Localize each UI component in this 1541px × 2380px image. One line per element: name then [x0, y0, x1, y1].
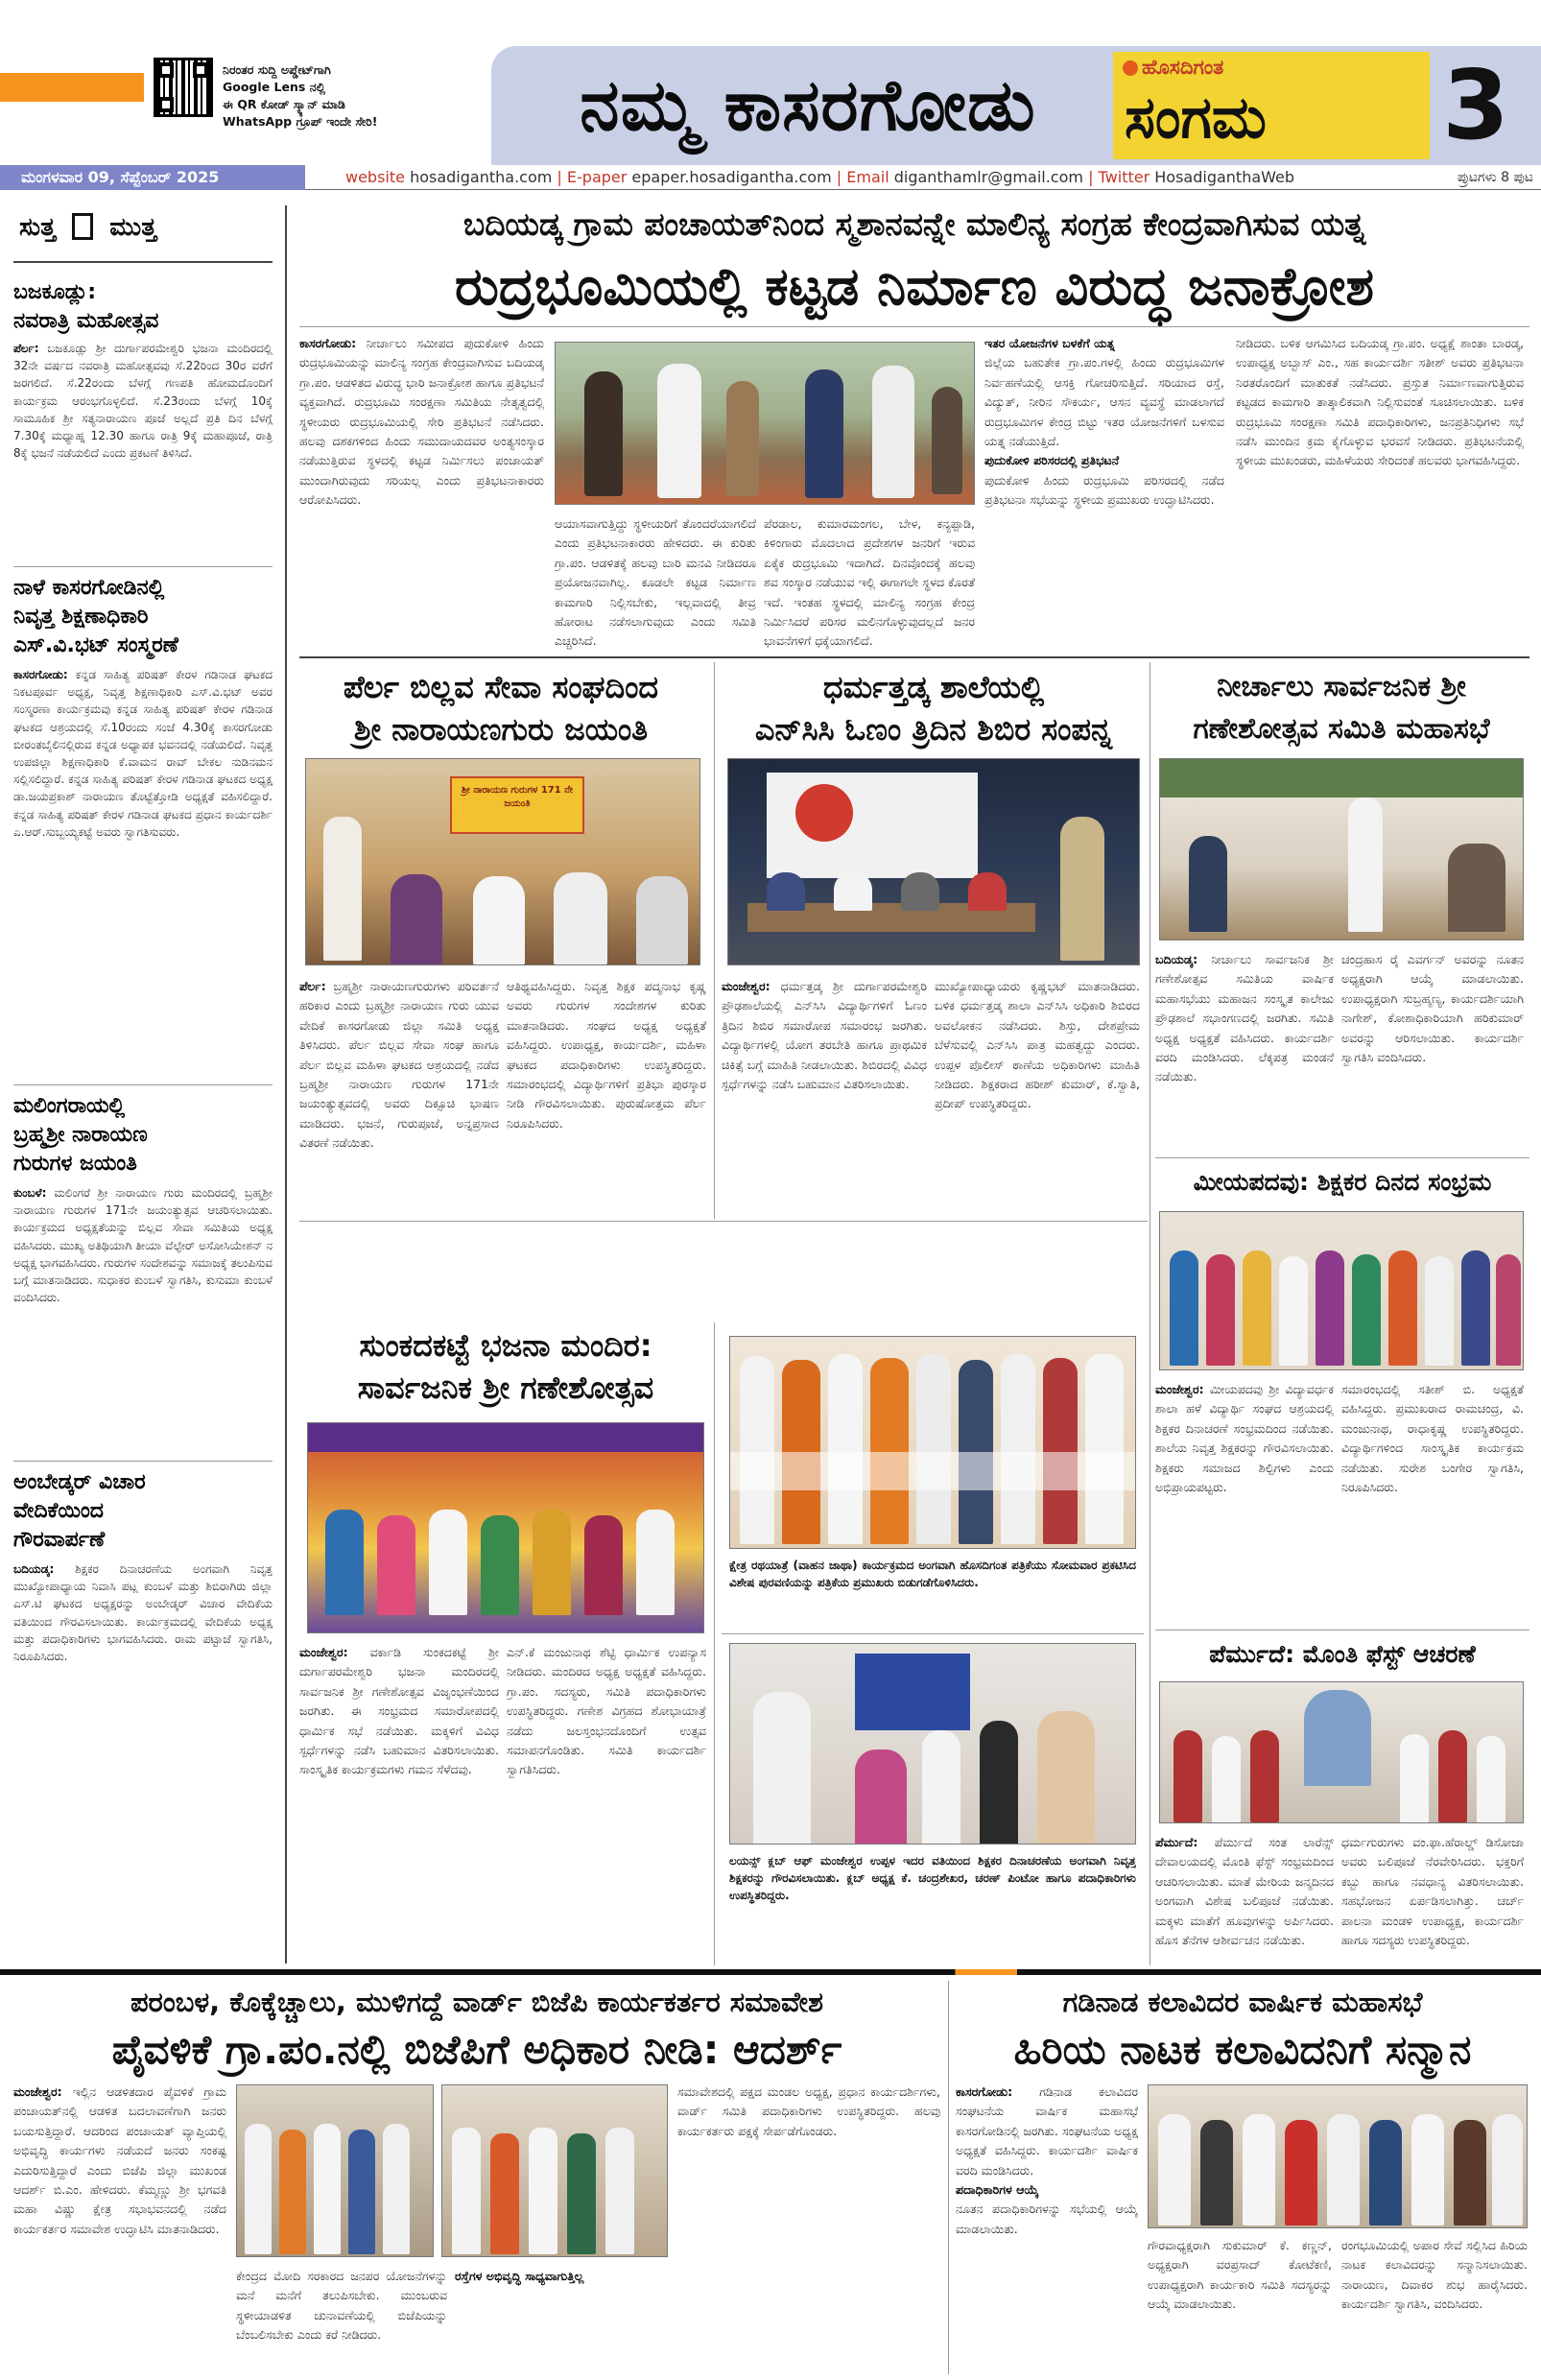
gadinada-col-1: ಕಾಸರಗೋಡು: ಗಡಿನಾಡ ಕಲಾವಿದರ ಸಂಘಟನೆಯ ವಾರ್ಷಿಕ ಮಹಾಸಭೆ ಕಾಸರಗೋಡಿನಲ್ಲಿ ಜರಗಿತು. ಸಂಘಟನೆಯ ಅಧ್ಯಕ್ಷ ಅಧ್ಯಕ್ಷತೆ ವಹಿಸಿದ್ದರು. ಕಾರ್ಯದರ್ಶಿ ವಾರ್ಷಿಕ ವರದಿ ಮಂಡಿಸಿದರು. ಪದಾಧಿಕಾರಿಗಳ ಆಯ್ಕೆ ನೂತನ ಪದಾಧಿಕಾರಿಗಳನ್ನು ಸಭೆಯಲ್ಲಿ ಆಯ್ಕೆ ಮಾಡಲಾಯಿತು.: [956, 2084, 1138, 2236]
bjp-col-2b: [455, 2267, 668, 2370]
bjp-photo-2: [441, 2084, 668, 2257]
lions-photo: [729, 1643, 1136, 1844]
epaper-link[interactable]: epaper.hosadigantha.com: [631, 168, 832, 186]
sun-icon: [1123, 60, 1138, 76]
lead-col-1: ಕಾಸರಗೋಡು: ನೀರ್ಚಾಲು ಸಮೀಪದ ಪುದುಕೋಳಿ ಹಿಂದು ರುದ್ರಭೂಮಿಯನ್ನು ಮಾಲಿನ್ಯ ಸಂಗ್ರಹ ಕೇಂದ್ರವಾಗಿಸುವ ಬದಿಯಡ್ಕ ಗ್ರಾ.ಪಂ. ಆಡಳಿತದ ವಿರುದ್ಧ ಭಾರಿ ಜನಾಕ್ರೋಶ ಹಾಗೂ ಪ್ರತಿಭಟನೆ ವ್ಯಕ್ತವಾಗಿದೆ. ರುದ್ರಭೂಮಿ ಸಂರಕ್ಷಣಾ ಸಮಿತಿಯ ನೇತೃತ್ವದಲ್ಲಿ ಸ್ಥಳೀಯರು ರುದ್ರಭೂಮಿಯಲ್ಲಿ ಸೇರಿ ಪ್ರತಿಭಟನೆ ನಡೆಸಿದರು. ಹಲವು ದಶಕಗಳಿಂದ ಹಿಂದು ಸಮುದಾಯದವರ ಅಂತ್ಯಸಂಸ್ಕಾರ ನಡೆಯುತ್ತಿರುವ ಸ್ಥಳದಲ್ಲಿ ಕಟ್ಟಡ ನಿರ್ಮಿಸಲು ಪಂಚಾಯತ್ ಮುಂದಾಗಿರುವುದು ಸರಿಯಲ್ಲ ಎಂದು ಪ್ರತಿಭಟನಾಕಾರರು ಆರೋಪಿಸಿದರು.: [299, 336, 544, 508]
email-link[interactable]: diganthamlr@gmail.com: [893, 168, 1083, 186]
book-icon: [72, 213, 93, 240]
page-number: 3: [1442, 49, 1509, 161]
sidebar-divider: [285, 205, 287, 1964]
website-link[interactable]: hosadigantha.com: [410, 168, 553, 186]
info-bar: [0, 165, 1541, 190]
perla-col-1: ಪೆರ್ಲ: ಬ್ರಹ್ಮಶ್ರೀ ನಾರಾಯಣಗುರುಗಳು ಪರಿವರ್ತನೆ ಹರಿಕಾರ ಎಂದು ಬ್ರಹ್ಮಶ್ರೀ ನಾರಾಯಣ ಗುರು ಯುವ ವೇದಿಕೆ ಕಾಸರಗೋಡು ಜಿಲ್ಲಾ ಸಮಿತಿ ಅಧ್ಯಕ್ಷ ತಿಳಿಸಿದರು. ಪೆರ್ಲ ಬಿಲ್ಲವ ಸೇವಾ ಸಂಘ ಹಾಗೂ ಪೆರ್ಲ ಬಿಲ್ಲವ ಮಹಿಳಾ ಘಟಕದ ಆಶ್ರಯದಲ್ಲಿ ನಡೆದ ಬ್ರಹ್ಮಶ್ರೀ ನಾರಾಯಣ ಗುರುಗಳ 171ನೇ ಜಯಂತ್ಯುತ್ಸವದಲ್ಲಿ ಅವರು ದಿಕ್ಸೂಚಿ ಭಾಷಣ ಮಾಡಿದರು. ಭಜನೆ, ಗುರುಪೂಜೆ, ಅನ್ನಪ್ರಸಾದ ವಿತರಣೆ ನಡೆಯಿತು.: [299, 979, 499, 1151]
ncc-col-1: ಮಂಜೇಶ್ವರ: ಧರ್ಮತ್ತಡ್ಕ ಶ್ರೀ ದುರ್ಗಾಪರಮೇಶ್ವರಿ ಪ್ರೌಢಶಾಲೆಯಲ್ಲಿ ಎನ್‌ಸಿಸಿ ವಿದ್ಯಾರ್ಥಿಗಳಿಗೆ ಓಣಂ ತ್ರಿದಿನ ಶಿಬಿರ ಸಮಾರೋಪ ಸಮಾರಂಭ ಜರಗಿತು. ವಿದ್ಯಾರ್ಥಿಗಳಲ್ಲಿ ಯೋಗ ತರಬೇತಿ ಹಾಗೂ ಪ್ರಾಥಮಿಕ ಚಿಕಿತ್ಸೆ ಬಗ್ಗೆ ಮಾಹಿತಿ ನೀಡಲಾಯಿತು. ಶಿಬಿರದಲ್ಲಿ ವಿವಿಧ ಸ್ಪರ್ಧೆಗಳನ್ನು ನಡೆಸಿ ಬಹುಮಾನ ವಿತರಿಸಲಾಯಿತು.: [722, 979, 927, 1092]
monthi-photo: [1159, 1681, 1524, 1823]
bjp-col-3: ಸಮಾವೇಶದಲ್ಲಿ ಪಕ್ಷದ ಮಂಡಲ ಅಧ್ಯಕ್ಷ, ಪ್ರಧಾನ ಕಾರ್ಯದರ್ಶಿಗಳು, ವಾರ್ಡ್ ಸಮಿತಿ ಪದಾಧಿಕಾರಿಗಳು ಉಪಸ್ಥಿತರಿದ್ದರು. ಹಲವು ಕಾರ್ಯಕರ್ತರು ಪಕ್ಷಕ್ಕೆ ಸೇರ್ಪಡೆಗೊಂಡರು.: [677, 2084, 940, 2138]
teachers-headline: ಮೀಯಪದವು: ಶಿಕ್ಷಕರ ದಿನದ ಸಂಭ್ರಮ: [1193, 1168, 1492, 1196]
gadinada-col-3: ರಂಗಭೂಮಿಯಲ್ಲಿ ಅಪಾರ ಸೇವೆ ಸಲ್ಲಿಸಿದ ಹಿರಿಯ ನಾಟಕ ಕಲಾವಿದರನ್ನು ಸನ್ಮಾನಿಸಲಾಯಿತು. ನಾರಾಯಣ, ದಿವಾಕರ ಶುಭ ಹಾರೈಸಿದರು. ಕಾರ್ಯದರ್ಶಿ ಸ್ವಾಗತಿಸಿ, ವಂದಿಸಿದರು.: [1341, 2238, 1528, 2312]
teachers-col-1: ಮಂಜೇಶ್ವರ: ಮೀಯಪದವು ಶ್ರೀ ವಿದ್ಯಾವರ್ಧಕ ಶಾಲಾ ಹಳೆ ವಿದ್ಯಾರ್ಥಿ ಸಂಘದ ಆಶ್ರಯದಲ್ಲಿ ಶಿಕ್ಷಕರ ದಿನಾಚರಣೆ ಸಂಭ್ರಮದಿಂದ ನಡೆಯಿತು. ಶಾಲೆಯ ನಿವೃತ್ತ ಶಿಕ್ಷಕರನ್ನು ಗೌರವಿಸಲಾಯಿತು. ಶಿಕ್ಷಕರು ಸಮಾಜದ ಶಿಲ್ಪಿಗಳು ಎಂದು ಅಭಿಪ್ರಾಯಪಟ್ಟರು.: [1155, 1382, 1334, 1495]
sidebar-item-title: ಮಲಿಂಗರಾಯಲ್ಲಿ ಬ್ರಹ್ಮಶ್ರೀ ನಾರಾಯಣ ಗುರುಗಳ ಜಯಂತಿ: [13, 1094, 148, 1176]
gadinada-kicker: ಗಡಿನಾಡ ಕಲಾವಿದರ ವಾರ್ಷಿಕ ಮಹಾಸಭೆ: [1062, 1986, 1423, 2018]
page-count: ಪ್ರುಟಗಳು 8 ಪುಟ: [1457, 170, 1533, 185]
ganesha-col-2: ಚಂದ್ರಹಾಸ ರೈ ಎವರ್ಗನ್ ಅವರನ್ನು ನೂತನ ಅಧ್ಯಕ್ಷರಾಗಿ ಆಯ್ಕೆ ಮಾಡಲಾಯಿತು. ಉಪಾಧ್ಯಕ್ಷರಾಗಿ ಸುಬ್ರಹ್ಮಣ್ಯ, ಕಾರ್ಯದರ್ಶಿಯಾಗಿ ನಾಗೇಶ್, ಕೋಶಾಧಿಕಾರಿಯಾಗಿ ಹರಿಕುಮಾರ್ ಅವರನ್ನು ಆರಿಸಲಾಯಿತು. ಕಾರ್ಯದರ್ಶಿ ಸ್ವಾಗತಿಸಿ ವಂದಿಸಿದರು.: [1341, 952, 1524, 1065]
sidebar-item-body: ಕಾಸರಗೋಡು: ಕನ್ನಡ ಸಾಹಿತ್ಯ ಪರಿಷತ್ ಕೇರಳ ಗಡಿನಾಡ ಘಟಕದ ನಿಕಟಪೂರ್ವ ಅಧ್ಯಕ್ಷ, ನಿವೃತ್ತ ಶಿಕ್ಷಣಾಧಿಕಾರಿ ಎಸ್.ವಿ.ಭಟ್ ಅವರ ಸಂಸ್ಮರಣಾ ಕಾರ್ಯಕ್ರಮವು ಕನ್ನಡ ಸಾಹಿತ್ಯ ಪರಿಷತ್ ಕೇರಳ ಗಡಿನಾಡ ಘಟಕದ ಆಶ್ರಯದಲ್ಲಿ ಸೆ.10ರಂದು ಸಂಜೆ 4.30ಕ್ಕೆ ಕಾಸರಗೋಡು ಬೀರಂತಬೈಲಿನಲ್ಲಿರುವ ಕನ್ನಡ ಅಧ್ಯಾಪಕ ಭವನದಲ್ಲಿ ನಡೆಯಲಿದೆ. ನಿವೃತ್ತ ಉಪಜಿಲ್ಲಾ ಶಿಕ್ಷಣಾಧಿಕಾರಿ ಕೆ.ವಾಮನ ರಾವ್ ಬೇಕಲ ನುಡಿನಮನ ಸಲ್ಲಿಸಲಿದ್ದಾರೆ. ಕನ್ನಡ ಸಾಹಿತ್ಯ ಪರಿಷತ್ ಕೇರಳ ಗಡಿನಾಡ ಘಟಕದ ಅಧ್ಯಕ್ಷ ಡಾ.ಜಯಪ್ರಕಾಶ್ ನಾರಾಯಣ ತೊಟ್ಟೆತ್ತೋಡಿ ಅಧ್ಯಕ್ಷತೆ ವಹಿಸಲಿದ್ದಾರೆ. ಕನ್ನಡ ಸಾಹಿತ್ಯ ಪರಿಷತ್ ಕೇರಳ ಗಡಿನಾಡ ಘಟಕದ ಪ್ರಧಾನ ಕಾರ್ಯದರ್ಶಿ ಎ.ಆರ್.ಸುಬ್ಬಯ್ಯಕಟ್ಟೆ ಅವರು ಸ್ವಾಗತಿಸುವರು.: [13, 668, 273, 839]
ganesha-col-1: ಬದಿಯಡ್ಕ: ನೀರ್ಚಾಲು ಸಾರ್ವಜನಿಕ ಶ್ರೀ ಗಣೇಶೋತ್ಸವ ಸಮಿತಿಯ ವಾರ್ಷಿಕ ಮಹಾಸಭೆಯು ಮಹಾಜನ ಸಂಸ್ಕೃತ ಕಾಲೇಜು ಪ್ರೌಢಶಾಲೆ ಸಭಾಂಗಣದಲ್ಲಿ ಜರಗಿತು. ಸಮಿತಿ ಅಧ್ಯಕ್ಷ ಅಧ್ಯಕ್ಷತೆ ವಹಿಸಿದರು. ಕಾರ್ಯದರ್ಶಿ ವರದಿ ಮಂಡಿಸಿದರು. ಲೆಕ್ಕಪತ್ರ ಮಂಡನೆ ನಡೆಯಿತು.: [1155, 952, 1334, 1084]
bjp-col-1: ಮಂಜೇಶ್ವರ: ಇಲ್ಲಿನ ಆಡಳಿತದಾರ ಪೈವಳಿಕೆ ಗ್ರಾಮ ಪಂಚಾಯತ್‌ನಲ್ಲಿ ಆಡಳಿತ ಬದಲಾವಣೆಗಾಗಿ ಜನರು ಬಯಸುತ್ತಿದ್ದಾರೆ. ಆದರಿಂದ ಪಂಚಾಯತ್ ವ್ಯಾಪ್ತಿಯಲ್ಲಿ ಅಭಿವೃದ್ಧಿ ಕಾರ್ಯಗಳು ನಡೆಯದೆ ಜನರು ಸಂಕಷ್ಟ ಎದುರಿಸುತ್ತಿದ್ದಾರೆ ಎಂದು ಬಿಜೆಪಿ ಜಿಲ್ಲಾ ಮುಖಂಡ ಆದರ್ಶ್ ಬಿ.ಎಂ. ಹೇಳಿದರು. ಕೆಮ್ಮಣ್ಣು ಶ್ರೀ ಭಗವತಿ ಮಹಾ ವಿಷ್ಣು ಕ್ಷೇತ್ರ ಸಭಾಭವನದಲ್ಲಿ ನಡೆದ ಕಾರ್ಯಕರ್ತರ ಸಮಾವೇಶ ಉದ್ಘಾಟಿಸಿ ಮಾತನಾಡಿದರು.: [13, 2084, 226, 2236]
sidebar-item-title: ನಾಳೆ ಕಾಸರಗೋಡಿನಲ್ಲಿ ನಿವೃತ್ತ ಶಿಕ್ಷಣಾಧಿಕಾರಿ ಎಸ್.ವಿ.ಭಟ್ ಸಂಸ್ಮರಣೆ: [13, 576, 178, 657]
brand-name: ಹೊಸದಿಗಂತ: [1123, 56, 1223, 80]
section-divider: [0, 1969, 1541, 1975]
bhajana-headline: ಸುಂಕದಕಟ್ಟೆ ಭಜನಾ ಮಂದಿರ: ಸಾರ್ವಜನಿಕ ಶ್ರೀ ಗಣೇಶೋತ್ಸವ: [357, 1327, 654, 1406]
qr-code-icon[interactable]: [154, 58, 213, 117]
perla-headline: ಪೆರ್ಲ ಬಿಲ್ಲವ ಸೇವಾ ಸಂಘದಿಂದ ಶ್ರೀ ನಾರಾಯಣಗುರು ಜಯಂತಿ: [343, 669, 659, 748]
sidebar-item-title: ಅಂಬೇಡ್ಕರ್ ವಿಚಾರ ವೇದಿಕೆಯಿಂದ ಗೌರವಾರ್ಪಣೆ: [13, 1470, 146, 1552]
sidebar-logo: ಸುತ್ತ ಮುತ್ತ: [19, 213, 157, 242]
monthi-col-2: ಧರ್ಮಗುರುಗಳು ವಂ.ಫಾ.ಹೆರಾಲ್ಡ್ ಡಿಸೋಜಾ ಅವರು ಬಲಿಪೂಜೆ ನೆರವೇರಿಸಿದರು. ಭಕ್ತರಿಗೆ ಕಬ್ಬು ಹಾಗೂ ನವಧಾನ್ಯ ವಿತರಿಸಲಾಯಿತು. ಸಹಭೋಜನ ಏರ್ಪಡಿಸಲಾಗಿತ್ತು. ಚರ್ಚ್ ಪಾಲನಾ ಮಂಡಳಿ ಉಪಾಧ್ಯಕ್ಷ, ಕಾರ್ಯದರ್ಶಿ ಹಾಗೂ ಸದಸ್ಯರು ಉಪಸ್ಥಿತರಿದ್ದರು.: [1341, 1835, 1524, 1948]
gadinada-headline: ಹಿರಿಯ ನಾಟಕ ಕಲಾವಿದನಿಗೆ ಸನ್ಮಾನ: [1013, 2026, 1472, 2073]
ncc-col-2: ಮುಖ್ಯೋಪಾಧ್ಯಾಯರು ಕೃಷ್ಣಭಟ್ ಮಾತನಾಡಿದರು. ಬಳಿಕ ಧರ್ಮತ್ತಡ್ಕ ಶಾಲಾ ಎನ್‌ಸಿಸಿ ಅಧಿಕಾರಿ ಶಿಬಿರದ ಅವಲೋಕನ ನಡೆಸಿದರು. ಶಿಸ್ತು, ದೇಶಪ್ರೇಮ ಬೆಳೆಸುವಲ್ಲಿ ಎನ್‌ಸಿಸಿ ಪಾತ್ರ ಮಹತ್ವದ್ದು ಎಂದರು. ಉಪ್ಪಳ ಪೊಲೀಸ್ ಠಾಣೆಯ ಅಧಿಕಾರಿಗಳು ಮಾಹಿತಿ ನೀಡಿದರು. ಶಿಕ್ಷಕರಾದ ಹರೀಶ್ ಕುಮಾರ್, ಕೆ.ಸ್ವಾತಿ, ಪ್ರದೀಪ್ ಉಪಸ್ಥಿತರಿದ್ದರು.: [935, 979, 1140, 1111]
section-name: ಸಂಗಮ: [1125, 84, 1267, 152]
ncc-photo: [727, 758, 1140, 965]
perla-banner: ಶ್ರೀ ನಾರಾಯಣ ಗುರುಗಳ 171 ನೇ ಜಯಂತಿ: [450, 776, 584, 834]
masthead: [0, 0, 1541, 165]
perla-photo: [305, 758, 700, 965]
lead-kicker: ಬದಿಯಡ್ಕ ಗ್ರಾಮ ಪಂಚಾಯತ್‌ನಿಂದ ಸ್ಮಶಾನವನ್ನೇ ಮಾಲಿನ್ಯ ಸಂಗ್ರಹ ಕೇಂದ್ರವಾಗಿಸುವ ಯತ್ನ: [462, 205, 1366, 243]
bjp-subhead: ರಸ್ತೆಗಳ ಅಭಿವೃದ್ಧಿ ಸಾಧ್ಯವಾಗುತ್ತಿಲ್ಲ: [455, 2269, 584, 2283]
ncc-headline: ಧರ್ಮತ್ತಡ್ಕ ಶಾಲೆಯಲ್ಲಿ ಎನ್‌ಸಿಸಿ ಓಣಂ ತ್ರಿದಿನ ಶಿಬಿರ ಸಂಪನ್ನ: [754, 669, 1113, 748]
lead-subhead: ಪುದುಕೋಳಿ ಪರಿಸರದಲ್ಲಿ ಪ್ರತಿಭಟನೆ: [984, 453, 1120, 468]
contact-strip: website hosadigantha.com | E-paper epaper.hosadigantha.com | Email diganthamlr@gmail.com | Twitter HosadiganthaWeb: [345, 168, 1295, 186]
bhajana-col-2: ಎನ್.ಕೆ ಮಂಜುನಾಥ ಶೆಟ್ಟಿ ಧಾರ್ಮಿಕ ಉಪನ್ಯಾಸ ನೀಡಿದರು. ಮಂದಿರದ ಅಧ್ಯಕ್ಷ ಅಧ್ಯಕ್ಷತೆ ವಹಿಸಿದ್ದರು. ಗ್ರಾ.ಪಂ. ಸದಸ್ಯರು, ಸಮಿತಿ ಪದಾಧಿಕಾರಿಗಳು ಉಪಸ್ಥಿತರಿದ್ದರು. ಗಣೇಶ ವಿಗ್ರಹದ ಶೋಭಾಯಾತ್ರೆ ನಡೆದು ಜಲಸ್ತಂಭನದೊಂದಿಗೆ ಉತ್ಸವ ಸಮಾಪನಗೊಂಡಿತು. ಸಮಿತಿ ಕಾರ್ಯದರ್ಶಿ ಸ್ವಾಗತಿಸಿದರು.: [507, 1645, 706, 1777]
monthi-headline: ಪೆರ್ಮುದೆ: ಮೊಂತಿ ಫೆಸ್ಟ್ ಆಚರಣೆ: [1209, 1640, 1476, 1668]
page-title: ನಮ್ಮ ಕಾಸರಗೋಡು: [580, 64, 1036, 147]
calendar-photo: [729, 1336, 1136, 1549]
lead-subhead: ಇತರ ಯೋಜನೆಗಳ ಬಳಕೆಗೆ ಯತ್ನ: [984, 336, 1115, 350]
teachers-photo: [1159, 1211, 1524, 1370]
sidebar-item-title: ಬಜಕೂಡ್ಲು: ನವರಾತ್ರಿ ಮಹೋತ್ಸವ: [13, 280, 159, 333]
bjp-photo-1: [236, 2084, 434, 2257]
lead-col-5: ನೀಡಿದರು. ಬಳಿಕ ಆಗಮಿಸಿದ ಬದಿಯಡ್ಕ ಗ್ರಾ.ಪಂ. ಅಧ್ಯಕ್ಷೆ ಶಾಂತಾ ಬಾರಡ್ಕ, ಉಪಾಧ್ಯಕ್ಷ ಅಬ್ಬಾಸ್ ಎಂ., ಸಹ ಕಾರ್ಯದರ್ಶಿ ಸತೀಶ್ ಅವರು ಪ್ರತಿಭಟನಾ ನಿರತರೊಂದಿಗೆ ಮಾತುಕತೆ ನಡೆಸಿದರು. ಪ್ರಸ್ತುತ ನಿರ್ಮಾಣವಾಗುತ್ತಿರುವ ಕಟ್ಟಡದ ಕಾಮಗಾರಿ ತಾತ್ಕಾಲಿಕವಾಗಿ ನಿಲ್ಲಿಸುವಂತೆ ಸೂಚಿಸಲಾಯಿತು. ಬಳಿಕ ರುದ್ರಭೂಮಿ ಸಂರಕ್ಷಣಾ ಸಮಿತಿ ಪದಾಧಿಕಾರಿಗಳು, ಜನಪ್ರತಿನಿಧಿಗಳು ಸಭೆ ನಡೆಸಿ ಮುಂದಿನ ಕ್ರಮ ಕೈಗೊಳ್ಳುವ ಭರವಸೆ ನೀಡಿದರು. ಪ್ರತಿಭಟನೆಯಲ್ಲಿ ಸ್ಥಳೀಯ ಮುಖಂಡರು, ಮಹಿಳೆಯರು ಸೇರಿದಂತೆ ಹಲವರು ಭಾಗವಹಿಸಿದ್ದರು.: [1236, 336, 1524, 468]
date-label: ಮಂಗಳವಾರ 09, ಸೆಪ್ಟೆಂಬರ್ 2025: [0, 165, 305, 190]
monthi-col-1: ಪೆರ್ಮುದೆ: ಪೆರ್ಮುದೆ ಸಂತ ಲಾರೆನ್ಸ್ ದೇವಾಲಯದಲ್ಲಿ ಮೊಂತಿ ಫೆಸ್ಟ್ ಸಂಭ್ರಮದಿಂದ ಆಚರಿಸಲಾಯಿತು. ಮಾತೆ ಮೇರಿಯ ಜನ್ಮದಿನದ ಅಂಗವಾಗಿ ವಿಶೇಷ ಬಲಿಪೂಜೆ ನಡೆಯಿತು. ಮಕ್ಕಳು ಮಾತೆಗೆ ಹೂವುಗಳನ್ನು ಅರ್ಪಿಸಿದರು. ಹೊಸ ತೆನೆಗಳ ಆಶೀರ್ವಚನ ನಡೆಯಿತು.: [1155, 1835, 1334, 1948]
accent-bar: [0, 73, 144, 102]
teachers-col-2: ಸಮಾರಂಭದಲ್ಲಿ ಸತೀಶ್ ಬಿ. ಅಧ್ಯಕ್ಷತೆ ವಹಿಸಿದ್ದರು. ಪ್ರಮುಖರಾದ ರಾಮಚಂದ್ರ, ವಿ. ಮಂಜುನಾಥ, ರಾಧಾಕೃಷ್ಣ ಉಪಸ್ಥಿತರಿದ್ದರು. ವಿದ್ಯಾರ್ಥಿಗಳಿಂದ ಸಾಂಸ್ಕೃತಿಕ ಕಾರ್ಯಕ್ರಮ ನಡೆಯಿತು. ಸುರೇಶ ಬಂಗೇರ ಸ್ವಾಗತಿಸಿ, ನಿರೂಪಿಸಿದರು.: [1341, 1382, 1524, 1495]
ganesha-photo: [1159, 758, 1524, 940]
lead-col-4: ಇತರ ಯೋಜನೆಗಳ ಬಳಕೆಗೆ ಯತ್ನ ಜಿಲ್ಲೆಯ ಬಹುತೇಕ ಗ್ರಾ.ಪಂ.ಗಳಲ್ಲಿ ಹಿಂದು ರುದ್ರಭೂಮಿಗಳ ನಿರ್ವಹಣೆಯಲ್ಲಿ ಆಸಕ್ತಿ ಗೋಚರಿಸುತ್ತಿದೆ. ಸರಿಯಾದ ರಸ್ತೆ, ವಿದ್ಯುತ್, ನೀರಿನ ಸೌಕರ್ಯ, ಆಸನ ವ್ಯವಸ್ಥೆ ಮಾಡಲಾಗದೆ ರುದ್ರಭೂಮಿಗಳ ಕೇಂದ್ರ ಬಿಟ್ಟು ಇತರ ಯೋಜನೆಗಳಿಗೆ ಬಳಸುವ ಯತ್ನ ನಡೆಯುತ್ತಿದೆ. ಪುದುಕೋಳಿ ಪರಿಸರದಲ್ಲಿ ಪ್ರತಿಭಟನೆ ಪುದುಕೋಳಿ ಹಿಂದು ರುದ್ರಭೂಮಿ ಪರಿಸರದಲ್ಲಿ ನಡೆದ ಪ್ರತಿಭಟನಾ ಸಭೆಯನ್ನು ಸ್ಥಳೀಯ ಪ್ರಮುಖರು ಉದ್ಘಾಟಿಸಿದರು.: [984, 336, 1224, 508]
calendar-caption: ಕ್ಷೇತ್ರ ರಥಯಾತ್ರೆ (ವಾಹನ ಜಾಥಾ) ಕಾರ್ಯಕ್ರಮದ ಅಂಗವಾಗಿ ಹೊಸದಿಗಂತ ಪತ್ರಿಕೆಯು ಸೋಮವಾರ ಪ್ರಕಟಿಸಿದ ವಿಶೇಷ ಪುರವಣಿಯನ್ನು ಪತ್ರಿಕೆಯ ಪ್ರಮುಖರು ಬಿಡುಗಡೆಗೊಳಿಸಿದರು.: [729, 1559, 1136, 1589]
ganesha-headline: ನೀರ್ಚಾಲು ಸಾರ್ವಜನಿಕ ಶ್ರೀ ಗಣೇಶೋತ್ಸವ ಸಮಿತಿ ಮಹಾಸಭೆ: [1193, 670, 1490, 746]
bjp-kicker: ಪರಂಬಳ, ಕೊಕ್ಕೆಚ್ಚಾಲು, ಮುಳಿಗದ್ದೆ ವಾರ್ಡ್ ಬಿಜೆಪಿ ಕಾರ್ಯಕರ್ತರ ಸಮಾವೇಶ: [130, 1986, 824, 2018]
sidebar-item-body: ಬದಿಯಡ್ಕ: ಶಿಕ್ಷಕರ ದಿನಾಚರಣೆಯ ಅಂಗವಾಗಿ ನಿವೃತ್ತ ಮುಖ್ಯೋಪಾಧ್ಯಾಯ ನಿವಾಸಿ ಪಟ್ಲ ಕುಂಬಳೆ ಮತ್ತು ಶಿಬಿರಾಗಿರು ಜಿಲ್ಲಾ ಎಸ್.ಟಿ ಘಟಕದ ಅಧ್ಯಕ್ಷರನ್ನು ಅಂಬೇಡ್ಕರ್ ವಿಚಾರ ವೇದಿಕೆಯ ವತಿಯಿಂದ ಗೌರವಿಸಲಾಯಿತು. ಕಾರ್ಯಕ್ರಮದಲ್ಲಿ ವೇದಿಕೆಯ ಅಧ್ಯಕ್ಷ ಮತ್ತು ಪದಾಧಿಕಾರಿಗಳು ಭಾಗವಹಿಸಿದರು. ರಾಮ ಪಟ್ಟಾಜೆ ಸ್ವಾಗತಿಸಿ, ನಿರೂಪಿಸಿದರು.: [13, 1562, 273, 1664]
bjp-headline: ಪೈವಳಿಕೆ ಗ್ರಾ.ಪಂ.ನಲ್ಲಿ ಬಿಜೆಪಿಗೆ ಅಧಿಕಾರ ನೀಡಿ: ಆದರ್ಶ್: [111, 2026, 842, 2073]
sidebar-item-body: ಪೆರ್ಲ: ಬಜಕೂಡ್ಲು ಶ್ರೀ ದುರ್ಗಾಪರಮೇಶ್ವರಿ ಭಜನಾ ಮಂದಿರದಲ್ಲಿ 32ನೇ ವರ್ಷದ ನವರಾತ್ರಿ ಮಹೋತ್ಸವವು ಸೆ.22ರಿಂದ 30ರ ವರೆಗೆ ಜರಗಲಿದೆ. ಸೆ.22ರಂದು ಬೆಳಗ್ಗೆ ಗಣಪತಿ ಹೋಮದೊಂದಿಗೆ ಕಾರ್ಯಕ್ರಮ ಆರಂಭಗೊಳ್ಳಲಿದೆ. ಸೆ.23ರಂದು ಬೆಳಗ್ಗೆ 10ಕ್ಕೆ ಸಾಮೂಹಿಕ ಶ್ರೀ ಸತ್ಯನಾರಾಯಣ ಪೂಜೆ ಅಲ್ಲದೆ ಪ್ರತಿ ದಿನ ಬೆಳಗ್ಗೆ 7.30ಕ್ಕೆ ಮಧ್ಯಾಹ್ನ 12.30 ಹಾಗೂ ರಾತ್ರಿ 9ಕ್ಕೆ ಮಹಾಪೂಜೆ, ರಾತ್ರಿ 8ಕ್ಕೆ ಭಜನೆ ನಡೆಯಲಿದೆ ಎಂದು ಪ್ರಕಟಣೆ ತಿಳಿಸಿದೆ.: [13, 342, 273, 461]
gadinada-subhead: ಪದಾಧಿಕಾರಿಗಳ ಆಯ್ಕೆ: [956, 2182, 1039, 2198]
lead-col-2: ಆಯಾಸವಾಗುತ್ತಿದ್ದು ಸ್ಥಳೀಯರಿಗೆ ತೊಂದರೆಯಾಗಲಿದೆ ಎಂದು ಪ್ರತಿಭಟನಾಕಾರರು ಹೇಳಿದರು. ಈ ಕುರಿತು ಗ್ರಾ.ಪಂ. ಆಡಳಿತಕ್ಕೆ ಹಲವು ಬಾರಿ ಮನವಿ ನೀಡಿದರೂ ಪ್ರಯೋಜನವಾಗಿಲ್ಲ. ಕೂಡಲೇ ಕಟ್ಟಡ ನಿರ್ಮಾಣ ಕಾಮಗಾರಿ ನಿಲ್ಲಿಸಬೇಕು, ಇಲ್ಲವಾದಲ್ಲಿ ತೀವ್ರ ಹೋರಾಟ ನಡೆಸಲಾಗುವುದು ಎಂದು ಸಮಿತಿ ಎಚ್ಚರಿಸಿದೆ.: [555, 516, 756, 649]
bjp-col-2: ಕೇಂದ್ರದ ಮೋದಿ ಸರಕಾರದ ಜನಪರ ಯೋಜನೆಗಳನ್ನು ಮನೆ ಮನೆಗೆ ತಲುಪಿಸಬೇಕು. ಮುಂಬರುವ ಸ್ಥಳೀಯಾಡಳಿತ ಚುನಾವಣೆಯಲ್ಲಿ ಬಿಜೆಪಿಯನ್ನು ಬೆಂಬಲಿಸಬೇಕು ಎಂದು ಕರೆ ನೀಡಿದರು.: [236, 2269, 447, 2343]
gadinada-photo: [1148, 2084, 1528, 2228]
sidebar-item-body: ಕುಂಬಳೆ: ಮಲಿಂಗರೆ ಶ್ರೀ ನಾರಾಯಣ ಗುರು ಮಂದಿರದಲ್ಲಿ ಬ್ರಹ್ಮಶ್ರೀ ನಾರಾಯಣ ಗುರುಗಳ 171ನೇ ಜಯಂತ್ಯುತ್ಸವ ಆಚರಿಸಲಾಯಿತು. ಕಾರ್ಯಕ್ರಮದ ಅಧ್ಯಕ್ಷತೆಯನ್ನು ಬಿಲ್ಲವ ಸೇವಾ ಸಮಿತಿಯ ಅಧ್ಯಕ್ಷ ವಹಿಸಿದರು. ಮುಖ್ಯ ಅತಿಥಿಯಾಗಿ ತೀಯಾ ವೆಲ್ಫೇರ್ ಅಸೋಸಿಯೇಶನ್ ನ ಅಧ್ಯಕ್ಷ ಭಾಗವಹಿಸಿದರು. ಗುರುಗಳ ಸಂದೇಶವನ್ನು ಸಮಾಜಕ್ಕೆ ತಲುಪಿಸುವ ಬಗ್ಗೆ ಮಾತನಾಡಿದರು. ಸುಧಾಕರ ಕುಂಬಳೆ ಸ್ವಾಗತಿಸಿ, ಕುಸುಮಾ ಕುಂಬಳೆ ವಂದಿಸಿದರು.: [13, 1186, 273, 1305]
perla-col-2: ಆತಿಥ್ಯವಹಿಸಿದ್ದರು. ನಿವೃತ್ತ ಶಿಕ್ಷಕ ಪದ್ಮನಾಭ ಕೃಷ್ಣ ಅವರು ಗುರುಗಳ ಸಂದೇಶಗಳ ಕುರಿತು ಮಾತನಾಡಿದರು. ಸಂಘದ ಅಧ್ಯಕ್ಷ ಅಧ್ಯಕ್ಷತೆ ವಹಿಸಿದ್ದರು. ಉಪಾಧ್ಯಕ್ಷ, ಕಾರ್ಯದರ್ಶಿ, ಮಹಿಳಾ ಘಟಕದ ಪದಾಧಿಕಾರಿಗಳು ಉಪಸ್ಥಿತರಿದ್ದರು. ಸಮಾರಂಭದಲ್ಲಿ ವಿದ್ಯಾರ್ಥಿಗಳಿಗೆ ಪ್ರತಿಭಾ ಪುರಸ್ಕಾರ ನೀಡಿ ಗೌರವಿಸಲಾಯಿತು. ಪುರುಷೋತ್ತಮ ಪೆರ್ಲ ನಿರೂಪಿಸಿದರು.: [507, 979, 706, 1130]
lead-headline: ರುದ್ರಭೂಮಿಯಲ್ಲಿ ಕಟ್ಟಡ ನಿರ್ಮಾಣ ವಿರುದ್ಧ ಜನಾಕ್ರೋಶ: [455, 256, 1374, 317]
bhajana-photo: [307, 1422, 704, 1633]
gadinada-col-2: ಗೌರವಾಧ್ಯಕ್ಷರಾಗಿ ಸುಕುಮಾರ್ ಕೆ. ಕಣ್ಣನ್, ಅಧ್ಯಕ್ಷರಾಗಿ ವರಪ್ರಸಾದ್ ಕೋಟೆಕಣಿ, ಉಪಾಧ್ಯಕ್ಷರಾಗಿ ಕಾರ್ಯಕಾರಿ ಸಮಿತಿ ಸದಸ್ಯರನ್ನು ಆಯ್ಕೆ ಮಾಡಲಾಯಿತು.: [1148, 2238, 1332, 2312]
lead-col-3: ಪೆರಡಾಲ, ಕುಮಾರಮಂಗಲ, ಬೇಳ, ಕನ್ಯಪ್ಪಾಡಿ, ಕಿಳಿಂಗಾರು ಮೊದಲಾದ ಪ್ರದೇಶಗಳ ಜನರಿಗೆ ಇರುವ ಏಕೈಕ ರುದ್ರಭೂಮಿ ಇದಾಗಿದೆ. ದಿನವೊಂದಕ್ಕೆ ಹಲವು ಶವ ಸಂಸ್ಕಾರ ನಡೆಯುವ ಇಲ್ಲಿ ಈಗಾಗಲೇ ಸ್ಥಳದ ಕೊರತೆ ಇದೆ. ಇಂತಹ ಸ್ಥಳದಲ್ಲಿ ಮಾಲಿನ್ಯ ಸಂಗ್ರಹ ಕೇಂದ್ರ ನಿರ್ಮಿಸಿದರೆ ಪರಿಸರ ಮಲಿನಗೊಳ್ಳುವುದಲ್ಲದೆ ಜನರ ಭಾವನೆಗಳಿಗೆ ಧಕ್ಕೆಯಾಗಲಿದೆ.: [764, 516, 975, 649]
bhajana-col-1: ಮಂಜೇಶ್ವರ: ವರ್ಕಾಡಿ ಸುಂಕದಕಟ್ಟೆ ಶ್ರೀ ದುರ್ಗಾಪರಮೇಶ್ವರಿ ಭಜನಾ ಮಂದಿರದಲ್ಲಿ ಸಾರ್ವಜನಿಕ ಶ್ರೀ ಗಣೇಶೋತ್ಸವ ವಿಜೃಂಭಣೆಯಿಂದ ಜರಗಿತು. ಈ ಸಂಭ್ರಮದ ಸಮಾರೋಪದಲ್ಲಿ ಧಾರ್ಮಿಕ ಸಭೆ ನಡೆಯಿತು. ಮಕ್ಕಳಿಗೆ ವಿವಿಧ ಸ್ಪರ್ಧೆಗಳನ್ನು ನಡೆಸಿ ಬಹುಮಾನ ವಿತರಿಸಲಾಯಿತು. ಸಾಂಸ್ಕೃತಿಕ ಕಾರ್ಯಕ್ರಮಗಳು ಗಮನ ಸೆಳೆದವು.: [299, 1645, 499, 1777]
twitter-link[interactable]: HosadiganthaWeb: [1154, 168, 1295, 186]
lions-caption: ಲಯನ್ಸ್ ಕ್ಲಬ್ ಆಫ್ ಮಂಜೇಶ್ವರ ಉಪ್ಪಳ ಇದರ ವತಿಯಿಂದ ಶಿಕ್ಷಕರ ದಿನಾಚರಣೆಯ ಅಂಗವಾಗಿ ನಿವೃತ್ತ ಶಿಕ್ಷಕರನ್ನು ಗೌರವಿಸಲಾಯಿತು. ಕ್ಲಬ್ ಅಧ್ಯಕ್ಷ ಕೆ. ಚಂದ್ರಶೇಖರ, ಚರಣ್ ಪಿಂಟೋ ಹಾಗೂ ಪದಾಧಿಕಾರಿಗಳು ಉಪಸ್ಥಿತರಿದ್ದರು.: [729, 1854, 1136, 1902]
lead-photo: [555, 342, 975, 505]
qr-promo-text: ನಿರಂತರ ಸುದ್ದಿ ಅಪ್ಡೇಟ್‌ಗಾಗಿ Google Lens ನಲ್ಲಿ ಈ QR ಕೋಡ್ ಸ್ಕ್ಯಾನ್ ಮಾಡಿ WhatsApp ಗ್ರೂಪ್ ಇಂದೇ ಸೇರಿ!: [223, 62, 378, 129]
